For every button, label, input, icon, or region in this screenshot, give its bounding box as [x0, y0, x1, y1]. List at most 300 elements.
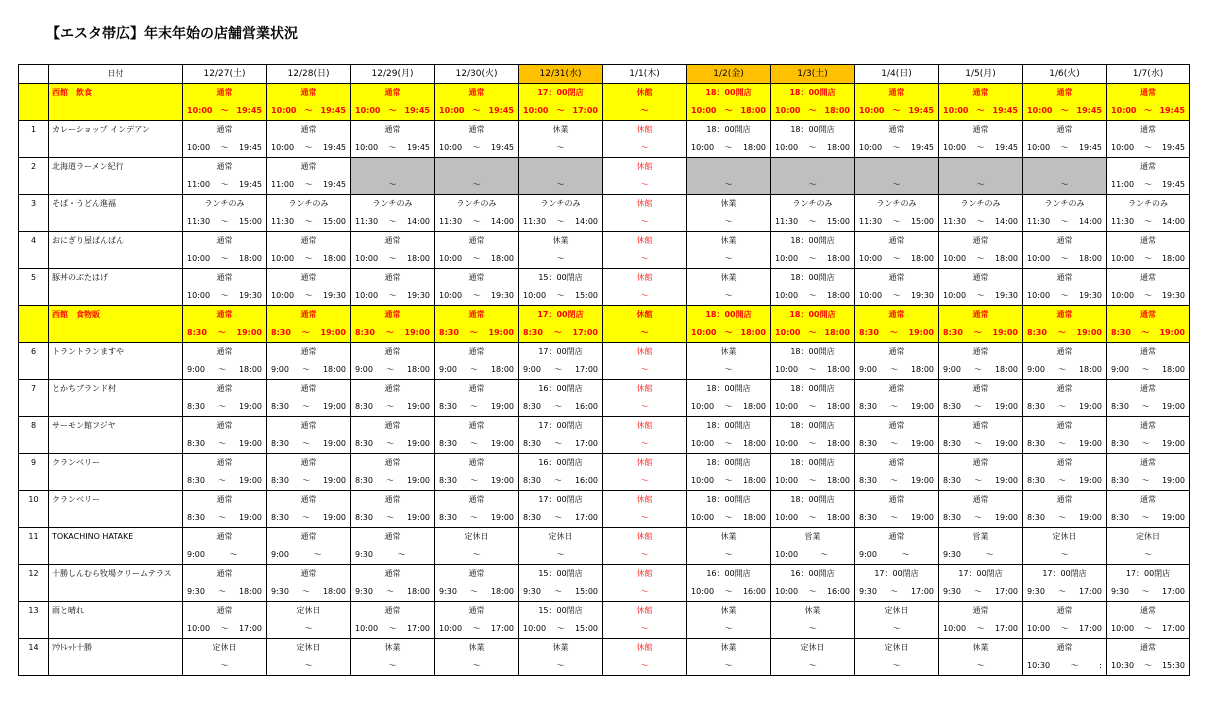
time-part: ～	[892, 624, 901, 633]
store-row	[19, 195, 1190, 214]
store-hours	[603, 398, 687, 417]
store-hours	[1023, 287, 1107, 306]
time-part: 18:00	[826, 402, 850, 411]
store-hours	[1107, 398, 1190, 417]
time-part: 10:00	[1027, 143, 1051, 152]
time-part: 17:00	[994, 587, 1018, 596]
time-part: 10:00	[775, 513, 799, 522]
time-part: 11:30	[943, 217, 967, 226]
store-status: 通常	[183, 232, 267, 251]
date-label: 日付	[49, 65, 183, 84]
store-blank	[19, 546, 49, 565]
time-part: 9:30	[355, 550, 373, 559]
time-part: 18:00	[826, 365, 850, 374]
store-hours	[855, 139, 939, 158]
time-part: 10:00	[775, 587, 799, 596]
store-status	[435, 158, 519, 177]
time-part: ～	[469, 439, 478, 448]
store-hours	[519, 620, 603, 639]
store-blank	[19, 213, 49, 232]
store-row	[19, 602, 1190, 621]
section-status: 18：00開店	[687, 84, 771, 103]
time-part: 19:45	[1161, 180, 1185, 189]
store-hours	[603, 250, 687, 269]
store-status: 通常	[183, 269, 267, 288]
time-part: 10:00	[775, 106, 801, 115]
store-hours	[183, 435, 267, 454]
store-hours	[267, 620, 351, 639]
time-part: 18:00	[322, 365, 346, 374]
time-part: 9:30	[1027, 587, 1045, 596]
time-part: 10:00	[691, 439, 715, 448]
time-part: ～	[973, 587, 982, 596]
store-status: 休業	[519, 639, 603, 658]
store-row	[19, 269, 1190, 288]
store-status: 15：00閉店	[519, 602, 603, 621]
time-part: 18:00	[1161, 254, 1185, 263]
store-hours	[183, 546, 267, 565]
time-part: 11:30	[439, 217, 463, 226]
time-part: ～	[892, 106, 901, 115]
time-part: ～	[472, 254, 481, 263]
store-status: 通常	[939, 491, 1023, 510]
time-part: ～	[301, 439, 310, 448]
store-status: 通常	[267, 232, 351, 251]
time-part: ～	[217, 365, 226, 374]
time-part: ～	[973, 476, 982, 485]
time-part: 19:45	[238, 180, 262, 189]
time-part: ～	[556, 291, 565, 300]
time-part: ～	[385, 365, 394, 374]
store-status: 休館	[603, 454, 687, 473]
time-part: 10:00	[859, 254, 883, 263]
time-part: 19:00	[1078, 513, 1102, 522]
time-part: 10:00	[439, 106, 465, 115]
time-part: 9:00	[187, 365, 205, 374]
time-part: 19:00	[322, 476, 346, 485]
time-part: ～	[808, 143, 817, 152]
store-hours	[771, 287, 855, 306]
time-part: 11:00	[187, 180, 211, 189]
store-status: 通常	[183, 491, 267, 510]
section-status: 通常	[1107, 306, 1190, 325]
store-row	[19, 232, 1190, 251]
time-part: ～	[304, 143, 313, 152]
time-part: 10:00	[187, 291, 211, 300]
time-part: 19:30	[490, 291, 514, 300]
store-status: 休館	[603, 195, 687, 214]
section-hours	[687, 324, 771, 343]
time-part: ～	[1141, 402, 1150, 411]
store-status: 18：00開店	[771, 343, 855, 362]
store-status: 16：00開店	[771, 565, 855, 584]
store-status: 通常	[1023, 602, 1107, 621]
store-status: 通常	[351, 269, 435, 288]
store-status: 通常	[183, 121, 267, 140]
time-part: 9:30	[943, 587, 961, 596]
time-part: 19:00	[908, 328, 934, 337]
store-status: 通常	[1107, 343, 1190, 362]
store-name: クランベリー	[49, 454, 183, 473]
time-part: ～	[889, 439, 898, 448]
time-part: ～	[388, 217, 397, 226]
store-status: 休業	[351, 639, 435, 658]
time-part: 19:00	[490, 402, 514, 411]
store-name: そば・うどん進福	[49, 195, 183, 214]
store-hours	[519, 250, 603, 269]
time-part: 10:00	[187, 106, 213, 115]
time-part: 10:00	[523, 291, 547, 300]
time-part: 11:30	[523, 217, 547, 226]
store-status: 16：00閉店	[519, 454, 603, 473]
time-part: ～	[388, 624, 397, 633]
header-blank	[19, 65, 49, 84]
time-part: 8:30	[523, 476, 541, 485]
store-status: ランチのみ	[771, 195, 855, 214]
store-status: 通常	[435, 454, 519, 473]
time-part: 8:30	[859, 402, 877, 411]
store-hours	[1023, 583, 1107, 602]
time-part: 8:30	[187, 513, 205, 522]
time-part: ～	[556, 550, 565, 559]
store-status: ランチのみ	[183, 195, 267, 214]
time-part: 8:30	[355, 513, 373, 522]
time-part: ～	[724, 513, 733, 522]
time-part: ～	[1141, 439, 1150, 448]
time-part: ～	[385, 439, 394, 448]
store-hours	[183, 213, 267, 232]
time-part: ～	[1144, 661, 1152, 670]
store-status: 通常	[435, 232, 519, 251]
time-part: ～	[385, 587, 394, 596]
store-hours	[687, 139, 771, 158]
store-status: 17：00閉店	[855, 565, 939, 584]
store-name: おにぎり屋ぱんぱん	[49, 232, 183, 251]
store-hours	[939, 472, 1023, 491]
store-hours	[267, 139, 351, 158]
time-part: 10:00	[187, 624, 211, 633]
section-status: 通常	[1023, 306, 1107, 325]
store-hours	[687, 361, 771, 380]
time-part: ～	[556, 106, 565, 115]
time-part: 9:00	[523, 365, 541, 374]
store-row	[19, 528, 1190, 547]
time-part: 8:30	[1027, 439, 1045, 448]
time-part: ～	[388, 291, 397, 300]
time-part: ～	[472, 550, 481, 559]
time-part: ～	[724, 587, 733, 596]
store-status: 通常	[1107, 121, 1190, 140]
store-hours	[519, 139, 603, 158]
time-part: ～	[469, 513, 478, 522]
store-hours	[855, 250, 939, 269]
time-part: 19:45	[404, 106, 430, 115]
store-hours	[435, 213, 519, 232]
section-status: 18：00開店	[771, 84, 855, 103]
time-part: 10:00	[1027, 624, 1051, 633]
time-part: ～	[889, 476, 898, 485]
store-hours	[183, 139, 267, 158]
time-part: 10:00	[691, 328, 717, 337]
time-part: ～	[973, 439, 982, 448]
time-part: 8:30	[1111, 513, 1129, 522]
time-part: 19:00	[406, 513, 430, 522]
time-part: ～	[1144, 254, 1152, 263]
store-name: 雨と晴れ	[49, 602, 183, 621]
time-part: :	[1099, 661, 1102, 670]
time-part: 8:30	[859, 476, 877, 485]
time-part: 10:00	[439, 624, 463, 633]
store-hours	[351, 583, 435, 602]
time-part: 18:00	[742, 513, 766, 522]
store-status: 通常	[267, 380, 351, 399]
store-row	[19, 343, 1190, 362]
store-status: 定休日	[267, 602, 351, 621]
time-part: 17:00	[238, 624, 262, 633]
store-status: 18：00開店	[687, 491, 771, 510]
time-part: 9:30	[187, 587, 205, 596]
section-blank	[19, 306, 49, 325]
store-blank	[49, 657, 183, 676]
time-part: ～	[388, 661, 397, 670]
time-part: ～	[220, 180, 229, 189]
store-hours	[603, 176, 687, 195]
time-part: ～	[220, 254, 229, 263]
time-part: 19:45	[1159, 106, 1185, 115]
time-part: ～	[385, 402, 394, 411]
store-status: 18：00開店	[771, 121, 855, 140]
store-hours	[435, 398, 519, 417]
time-part: ～	[553, 402, 562, 411]
time-part: ～	[976, 254, 985, 263]
store-status: ランチのみ	[267, 195, 351, 214]
store-hours	[939, 250, 1023, 269]
time-part: 17:00	[1078, 587, 1102, 596]
store-name: ｱｳﾄﾚｯﾄ十勝	[49, 639, 183, 658]
store-status: 通常	[435, 602, 519, 621]
time-part: 19:00	[238, 513, 262, 522]
store-hours	[519, 213, 603, 232]
time-part: 8:30	[1027, 402, 1045, 411]
time-part: 19:30	[1078, 291, 1102, 300]
time-part: 18:00	[826, 143, 850, 152]
time-part: 18:00	[994, 365, 1018, 374]
store-blank	[49, 213, 183, 232]
time-part: 19:00	[236, 328, 262, 337]
store-hours-row	[19, 620, 1190, 639]
store-status: 通常	[855, 343, 939, 362]
section-status: 通常	[267, 306, 351, 325]
time-part: ～	[724, 106, 733, 115]
time-part: ～	[472, 291, 481, 300]
time-part: 19:00	[404, 328, 430, 337]
time-part: ～	[1057, 402, 1066, 411]
time-part: 18:00	[742, 143, 766, 152]
store-status: 通常	[855, 380, 939, 399]
time-part: ～	[1060, 180, 1069, 189]
store-hours	[855, 546, 939, 565]
time-part: 17:00	[574, 365, 598, 374]
time-part: ～	[1057, 365, 1066, 374]
store-status: 休館	[603, 121, 687, 140]
time-part: ～	[385, 476, 394, 485]
store-hours	[603, 139, 687, 158]
time-part: 10:00	[775, 402, 799, 411]
store-status: 通常	[351, 417, 435, 436]
time-part: 18:00	[826, 439, 850, 448]
section-status: 通常	[1023, 84, 1107, 103]
time-part: 19:00	[238, 439, 262, 448]
store-hours	[183, 509, 267, 528]
store-hours	[1023, 657, 1107, 676]
store-status: 通常	[351, 380, 435, 399]
store-hours	[603, 583, 687, 602]
time-part: ～	[304, 661, 313, 670]
time-part: ～	[556, 624, 565, 633]
time-part: 10:00	[775, 550, 799, 559]
store-status: ランチのみ	[855, 195, 939, 214]
time-part: ～	[640, 254, 649, 263]
store-status: 休業	[687, 602, 771, 621]
section-blank	[19, 84, 49, 103]
time-part: 18:00	[322, 587, 346, 596]
time-part: 19:00	[1161, 513, 1185, 522]
time-part: 11:30	[187, 217, 211, 226]
time-part: ～	[640, 550, 649, 559]
store-hours	[855, 620, 939, 639]
time-part: 10:00	[775, 439, 799, 448]
time-part: 10:00	[775, 143, 799, 152]
date-header: 12/30(火)	[435, 65, 519, 84]
time-part: 8:30	[859, 513, 877, 522]
time-part: 10:00	[691, 587, 715, 596]
store-blank	[19, 472, 49, 491]
store-blank	[49, 472, 183, 491]
store-status: 17：00閉店	[1107, 565, 1190, 584]
time-part: ～	[217, 328, 226, 337]
store-status: 通常	[1023, 269, 1107, 288]
store-status: 休業	[687, 195, 771, 214]
store-hours	[519, 472, 603, 491]
store-status: ランチのみ	[351, 195, 435, 214]
time-part: 15:00	[238, 217, 262, 226]
section-hours	[519, 324, 603, 343]
store-hours	[267, 546, 351, 565]
store-hours	[519, 509, 603, 528]
store-hours	[687, 657, 771, 676]
store-hours	[351, 250, 435, 269]
time-part: ～	[217, 402, 226, 411]
time-part: 9:00	[859, 365, 877, 374]
store-status: 18：00開店	[687, 380, 771, 399]
store-status: 通常	[267, 343, 351, 362]
time-part: ～	[553, 365, 562, 374]
time-part: 8:30	[943, 402, 961, 411]
time-part: ～	[808, 328, 817, 337]
time-part: 10:00	[775, 365, 799, 374]
time-part: 10:00	[271, 291, 295, 300]
time-part: 8:30	[355, 402, 373, 411]
section-hours	[351, 324, 435, 343]
time-part: 10:00	[775, 476, 799, 485]
time-part: ～	[469, 328, 478, 337]
store-hours	[183, 287, 267, 306]
time-part: ～	[976, 291, 985, 300]
time-part: 8:30	[943, 476, 961, 485]
time-part: 14:00	[490, 217, 514, 226]
time-part: ～	[808, 476, 817, 485]
time-part: ～	[556, 254, 565, 263]
store-status: 休業	[687, 269, 771, 288]
time-part: 14:00	[1078, 217, 1102, 226]
time-part: 19:00	[1161, 476, 1185, 485]
store-hours	[519, 287, 603, 306]
time-part: ～	[220, 143, 229, 152]
time-part: ～	[556, 661, 565, 670]
store-status: 通常	[855, 417, 939, 436]
time-part: ～	[892, 661, 901, 670]
store-hours	[519, 583, 603, 602]
store-status: 通常	[1107, 602, 1190, 621]
store-hours	[519, 361, 603, 380]
store-status: 16：00閉店	[519, 380, 603, 399]
time-part: 15:00	[322, 217, 346, 226]
date-header: 12/31(水)	[519, 65, 603, 84]
store-hours	[351, 398, 435, 417]
store-hours	[351, 361, 435, 380]
time-part: ～	[976, 106, 985, 115]
store-number: 2	[19, 158, 49, 177]
store-status: 通常	[351, 121, 435, 140]
time-part: 19:00	[1078, 439, 1102, 448]
store-number: 8	[19, 417, 49, 436]
store-hours	[519, 435, 603, 454]
store-hours	[939, 287, 1023, 306]
store-status: 定休日	[1023, 528, 1107, 547]
time-part: ～	[229, 550, 238, 559]
time-part: ～	[808, 217, 817, 226]
section-status: 通常	[855, 84, 939, 103]
store-hours	[435, 361, 519, 380]
time-part: 8:30	[859, 328, 879, 337]
store-hours	[771, 546, 855, 565]
store-blank	[19, 583, 49, 602]
store-hours	[267, 176, 351, 195]
store-hours-row	[19, 361, 1190, 380]
store-hours	[603, 213, 687, 232]
time-part: 14:00	[994, 217, 1018, 226]
store-blank	[19, 176, 49, 195]
time-part: 10:00	[1111, 624, 1135, 633]
time-part: 15:00	[826, 217, 850, 226]
time-part: 14:00	[574, 217, 598, 226]
time-part: ～	[304, 254, 313, 263]
time-part: ～	[1141, 587, 1150, 596]
header-row	[19, 65, 1190, 84]
store-hours	[1107, 620, 1190, 639]
store-hours	[771, 509, 855, 528]
store-status: 定休日	[267, 639, 351, 658]
store-hours	[435, 176, 519, 195]
time-part: 10:00	[439, 143, 463, 152]
time-part: ～	[304, 180, 313, 189]
time-part: 10:00	[271, 254, 295, 263]
time-part: ～	[220, 661, 229, 670]
store-status: 17：00閉店	[939, 565, 1023, 584]
time-part: ～	[724, 661, 733, 670]
store-hours	[1023, 361, 1107, 380]
time-part: 10:00	[943, 143, 967, 152]
